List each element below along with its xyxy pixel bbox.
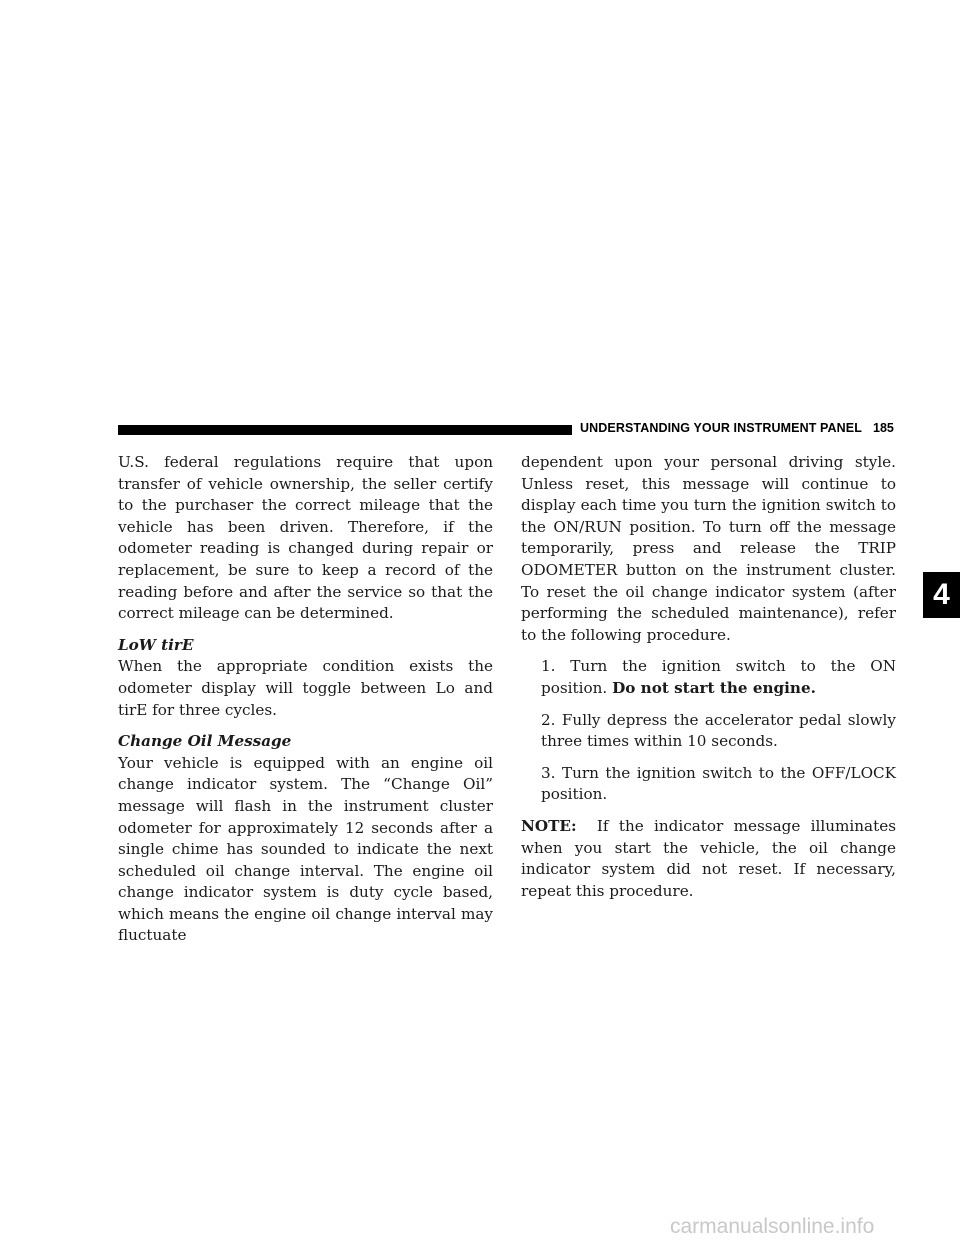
step-1-warning: Do not start the engine. — [612, 678, 816, 697]
step-2: 2. Fully depress the accelerator pedal slowly three times within 10 seconds. — [541, 710, 896, 751]
section-title: UNDERSTANDING YOUR INSTRUMENT PANEL — [580, 421, 862, 435]
low-tire-heading: LoW tirE — [118, 635, 194, 654]
right-column — [521, 452, 896, 912]
chapter-tab[interactable]: 4 — [923, 572, 960, 618]
step-1 — [521, 656, 896, 699]
page-number: 185 — [873, 421, 894, 435]
odometer-regulation-paragraph: U.S. federal regulations require that upon transfer of vehicle ownership, the seller certify to the purchaser the correct mileage that the vehicle has been driven. Therefore, if the odometer reading is changed during repair or replacement, be sure to keep a record of the reading before and after the service so that the correct mileage can be determined. — [118, 453, 493, 623]
left-column — [118, 452, 493, 957]
note-text: If the indicator message illuminates when you start the vehicle, the oil change indicator system did not reset. If necessary, repeat this procedure. — [521, 816, 896, 900]
change-oil-continued-paragraph: dependent upon your personal driving style. Unless reset, this message will continue to display each time you turn the ignition switch to the ON/RUN position. To turn off the message temporarily, press and release the TRIP ODOMETER button on the instrument cluster. To reset the oil change indicator system (after performing the scheduled maintenance), refer to the following procedure. — [521, 453, 896, 644]
low-tire-paragraph: When the appropriate condition exists the odometer display will toggle between Lo and tirE for three cycles. — [118, 657, 493, 719]
header-bar — [118, 425, 572, 435]
change-oil-paragraph: Your vehicle is equipped with an engine oil change indicator system. The “Change Oil” message will flash in the instrument cluster odometer for approximately 12 seconds after a single chime has sounded to indicate the next scheduled oil change interval. The engine oil change indicator system is duty cycle based, which means the engine oil change interval may fluctuate — [118, 753, 493, 945]
watermark-text: carmanualsonline.info — [670, 1215, 875, 1238]
step-3: 3. Turn the ignition switch to the OFF/LOCK position. — [541, 763, 896, 804]
step-1-text: 1. Turn the ignition switch to the ON position. — [541, 657, 896, 697]
note-paragraph — [521, 816, 896, 902]
change-oil-heading: Change Oil Message — [118, 732, 292, 751]
note-label: NOTE: — [521, 816, 577, 835]
